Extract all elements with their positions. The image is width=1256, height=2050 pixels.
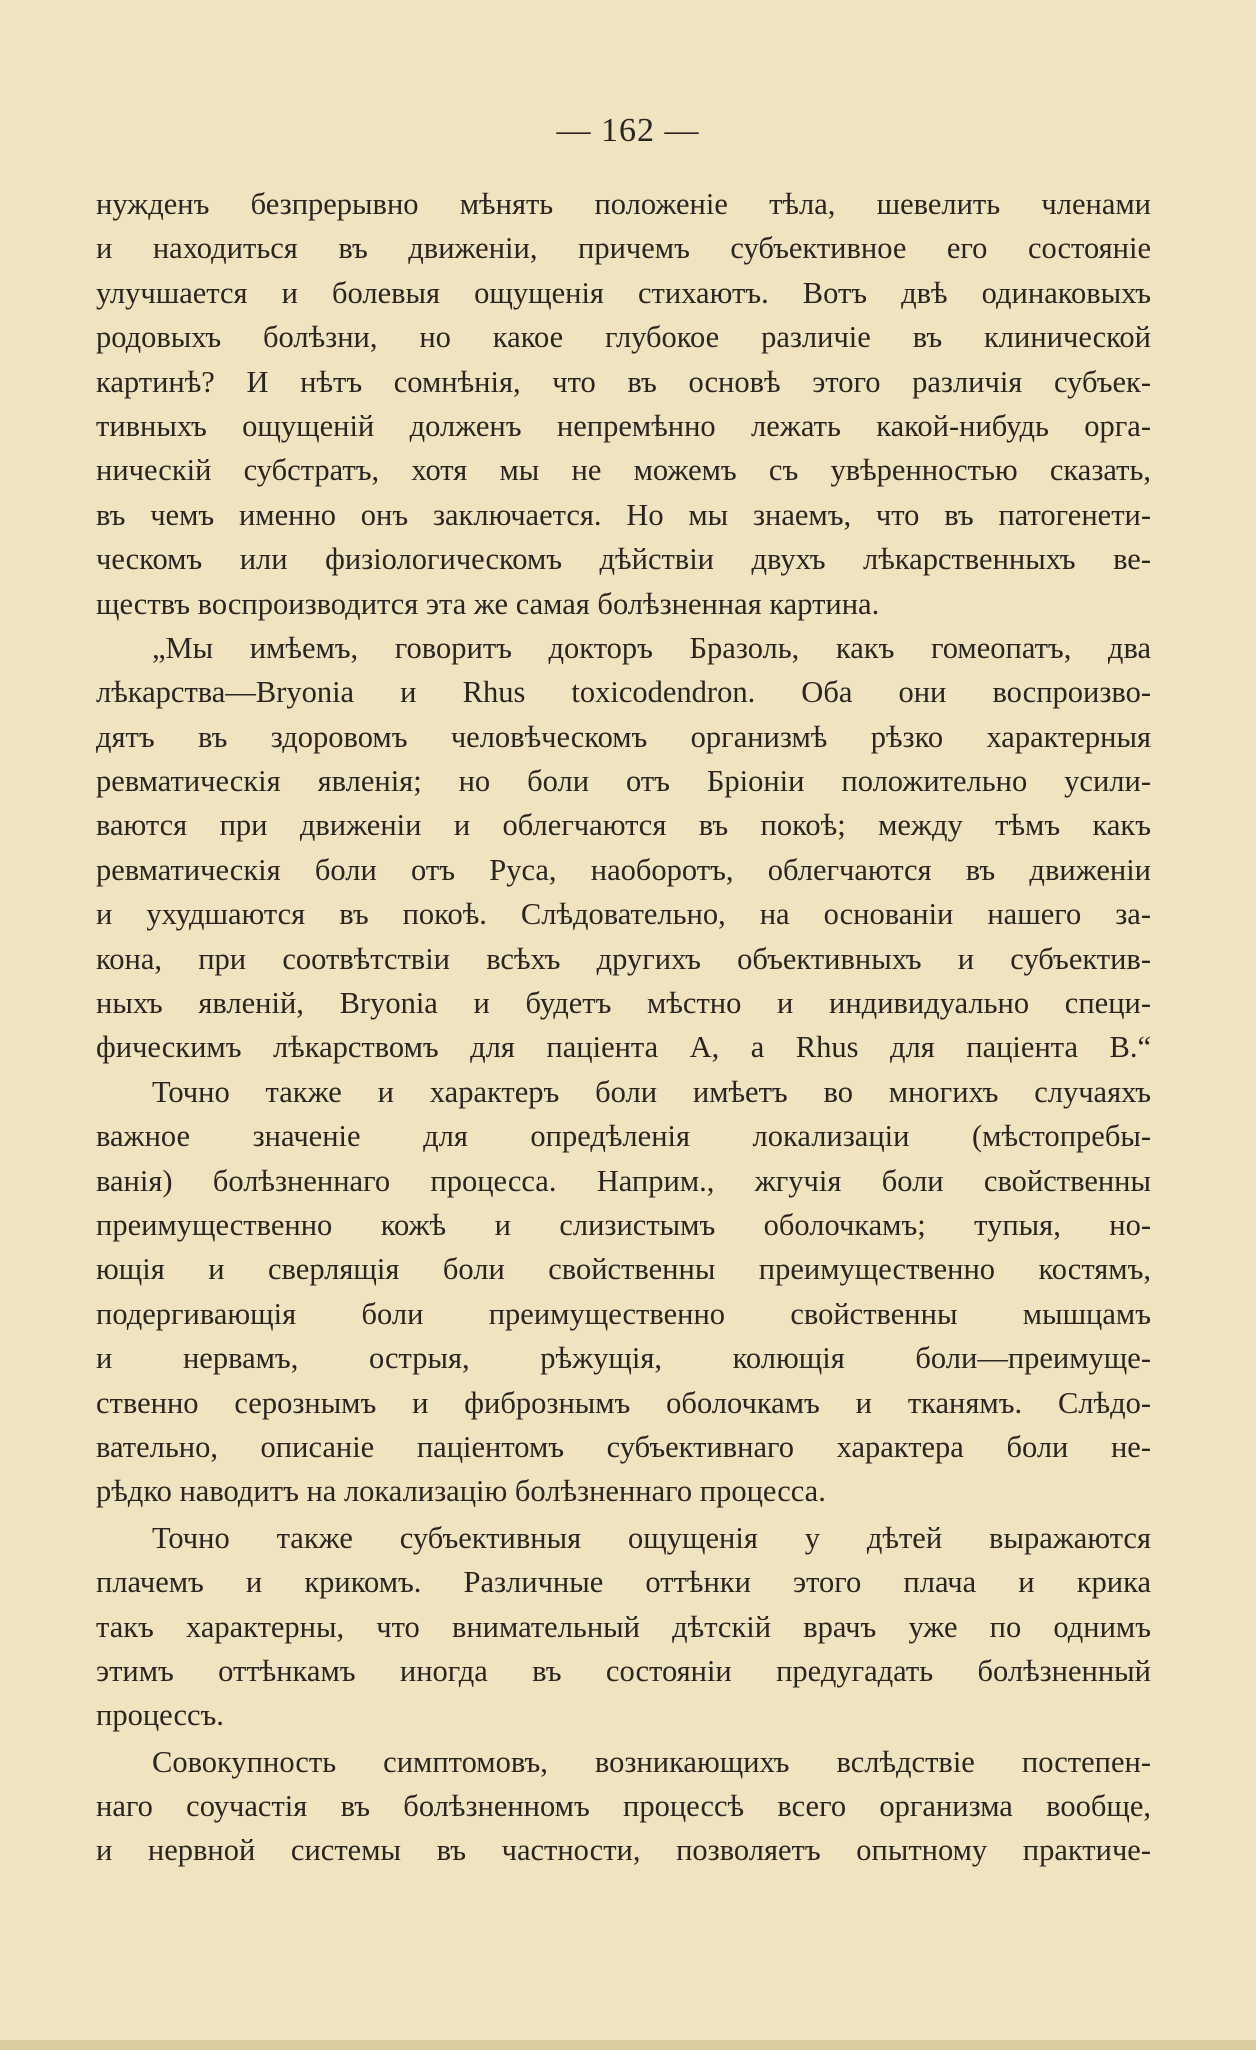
page-number: — 162 —: [556, 112, 700, 149]
text-line: ревматическія явленія; но боли отъ Бріоніи положительно усили-: [96, 764, 1151, 799]
text-line: фическимъ лѣкарствомъ для паціента А, а Rhus для паціента В.“: [96, 1030, 1151, 1065]
text-line: важное значеніе для опредѣленія локализаціи (мѣстопребы-: [96, 1119, 1151, 1154]
text-line: и ухудшаются въ покоѣ. Слѣдовательно, на основаніи нашего за-: [96, 897, 1151, 932]
paragraph: [96, 1740, 1151, 1873]
page-edge: [0, 2040, 1256, 2050]
text-line: такъ характерны, что внимательный дѣтскій врачъ уже по однимъ: [96, 1609, 1151, 1644]
text-line: тивныхъ ощущеній долженъ непремѣнно лежать какой-нибудь орга-: [96, 408, 1151, 443]
text-line: этимъ оттѣнкамъ иногда въ состояніи предугадать болѣзненный: [96, 1653, 1151, 1688]
text-line: ваются при движеніи и облегчаются въ покоѣ; между тѣмъ какъ: [96, 808, 1151, 843]
text-line: ническій субстратъ, хотя мы не можемъ съ увѣренностью сказать,: [96, 453, 1151, 488]
text-line: Точно также субъективныя ощущенія у дѣтей выражаются: [152, 1520, 1151, 1555]
paragraph: [96, 1070, 1151, 1514]
text-line: ющія и сверлящія боли свойственны преимущественно костямъ,: [96, 1252, 1151, 1287]
paragraph: [96, 182, 1151, 626]
text-line: картинѣ? И нѣтъ сомнѣнія, что въ основѣ этого различія субъек-: [96, 364, 1151, 399]
text-line: ванія) болѣзненнаго процесса. Наприм., жгучія боли свойственны: [96, 1163, 1151, 1198]
text-line: дятъ въ здоровомъ человѣческомъ организмѣ рѣзко характерныя: [96, 719, 1151, 754]
text-line: процессъ.: [96, 1698, 224, 1733]
text-line: и нервамъ, острыя, рѣжущія, колющія боли—преимуще-: [96, 1341, 1151, 1376]
text-line: ственно серознымъ и фибрознымъ оболочкамъ и тканямъ. Слѣдо-: [96, 1385, 1151, 1420]
text-line: и находиться въ движеніи, причемъ субъективное его состояніе: [96, 231, 1151, 266]
text-line: ревматическія боли отъ Руса, наоборотъ, облегчаются въ движеніи: [96, 852, 1151, 887]
text-line: нужденъ безпрерывно мѣнять положеніе тѣла, шевелить членами: [96, 187, 1151, 221]
text-line: ческомъ или физіологическомъ дѣйствіи двухъ лѣкарственныхъ ве-: [96, 542, 1151, 577]
text-line: и нервной системы въ частности, позволяетъ опытному практиче-: [96, 1833, 1151, 1868]
paragraph: [96, 1516, 1151, 1738]
paragraph: [96, 626, 1151, 1070]
page-body: [96, 182, 1151, 1873]
text-line: лѣкарства—Bryonia и Rhus toxicodendron. Оба они воспроизво-: [96, 675, 1151, 710]
text-line: „Мы имѣемъ, говоритъ докторъ Бразоль, какъ гомеопатъ, два: [152, 630, 1151, 665]
text-line: наго соучастія въ болѣзненномъ процессѣ всего организма вообще,: [96, 1789, 1151, 1824]
text-line: кона, при соотвѣтствіи всѣхъ другихъ объективныхъ и субъектив-: [96, 941, 1151, 976]
text-line: улучшается и болевыя ощущенія стихаютъ. Вотъ двѣ одинаковыхъ: [96, 275, 1151, 310]
text-line: Совокупность симптомовъ, возникающихъ вслѣдствіе постепен-: [152, 1744, 1151, 1779]
text-line: плачемъ и крикомъ. Различные оттѣнки этого плача и крика: [96, 1565, 1151, 1600]
text-line: подергивающія боли преимущественно свойственны мышцамъ: [96, 1296, 1151, 1331]
text-line: вательно, описаніе паціентомъ субъективнаго характера боли не-: [96, 1429, 1151, 1464]
text-line: рѣдко наводитъ на локализацію болѣзненнаго процесса.: [96, 1474, 826, 1509]
text-line: преимущественно кожѣ и слизистымъ оболочкамъ; тупыя, но-: [96, 1207, 1151, 1242]
text-line: ныхъ явленій, Bryonia и будетъ мѣстно и индивидуально специ-: [96, 986, 1151, 1021]
text-line: Точно также и характеръ боли имѣетъ во многихъ случаяхъ: [152, 1074, 1151, 1109]
text-line: ществъ воспроизводится эта же самая болѣзненная картина.: [96, 586, 880, 621]
text-line: въ чемъ именно онъ заключается. Но мы знаемъ, что въ патогенети-: [96, 497, 1151, 532]
text-line: родовыхъ болѣзни, но какое глубокое различіе въ клинической: [96, 320, 1151, 355]
